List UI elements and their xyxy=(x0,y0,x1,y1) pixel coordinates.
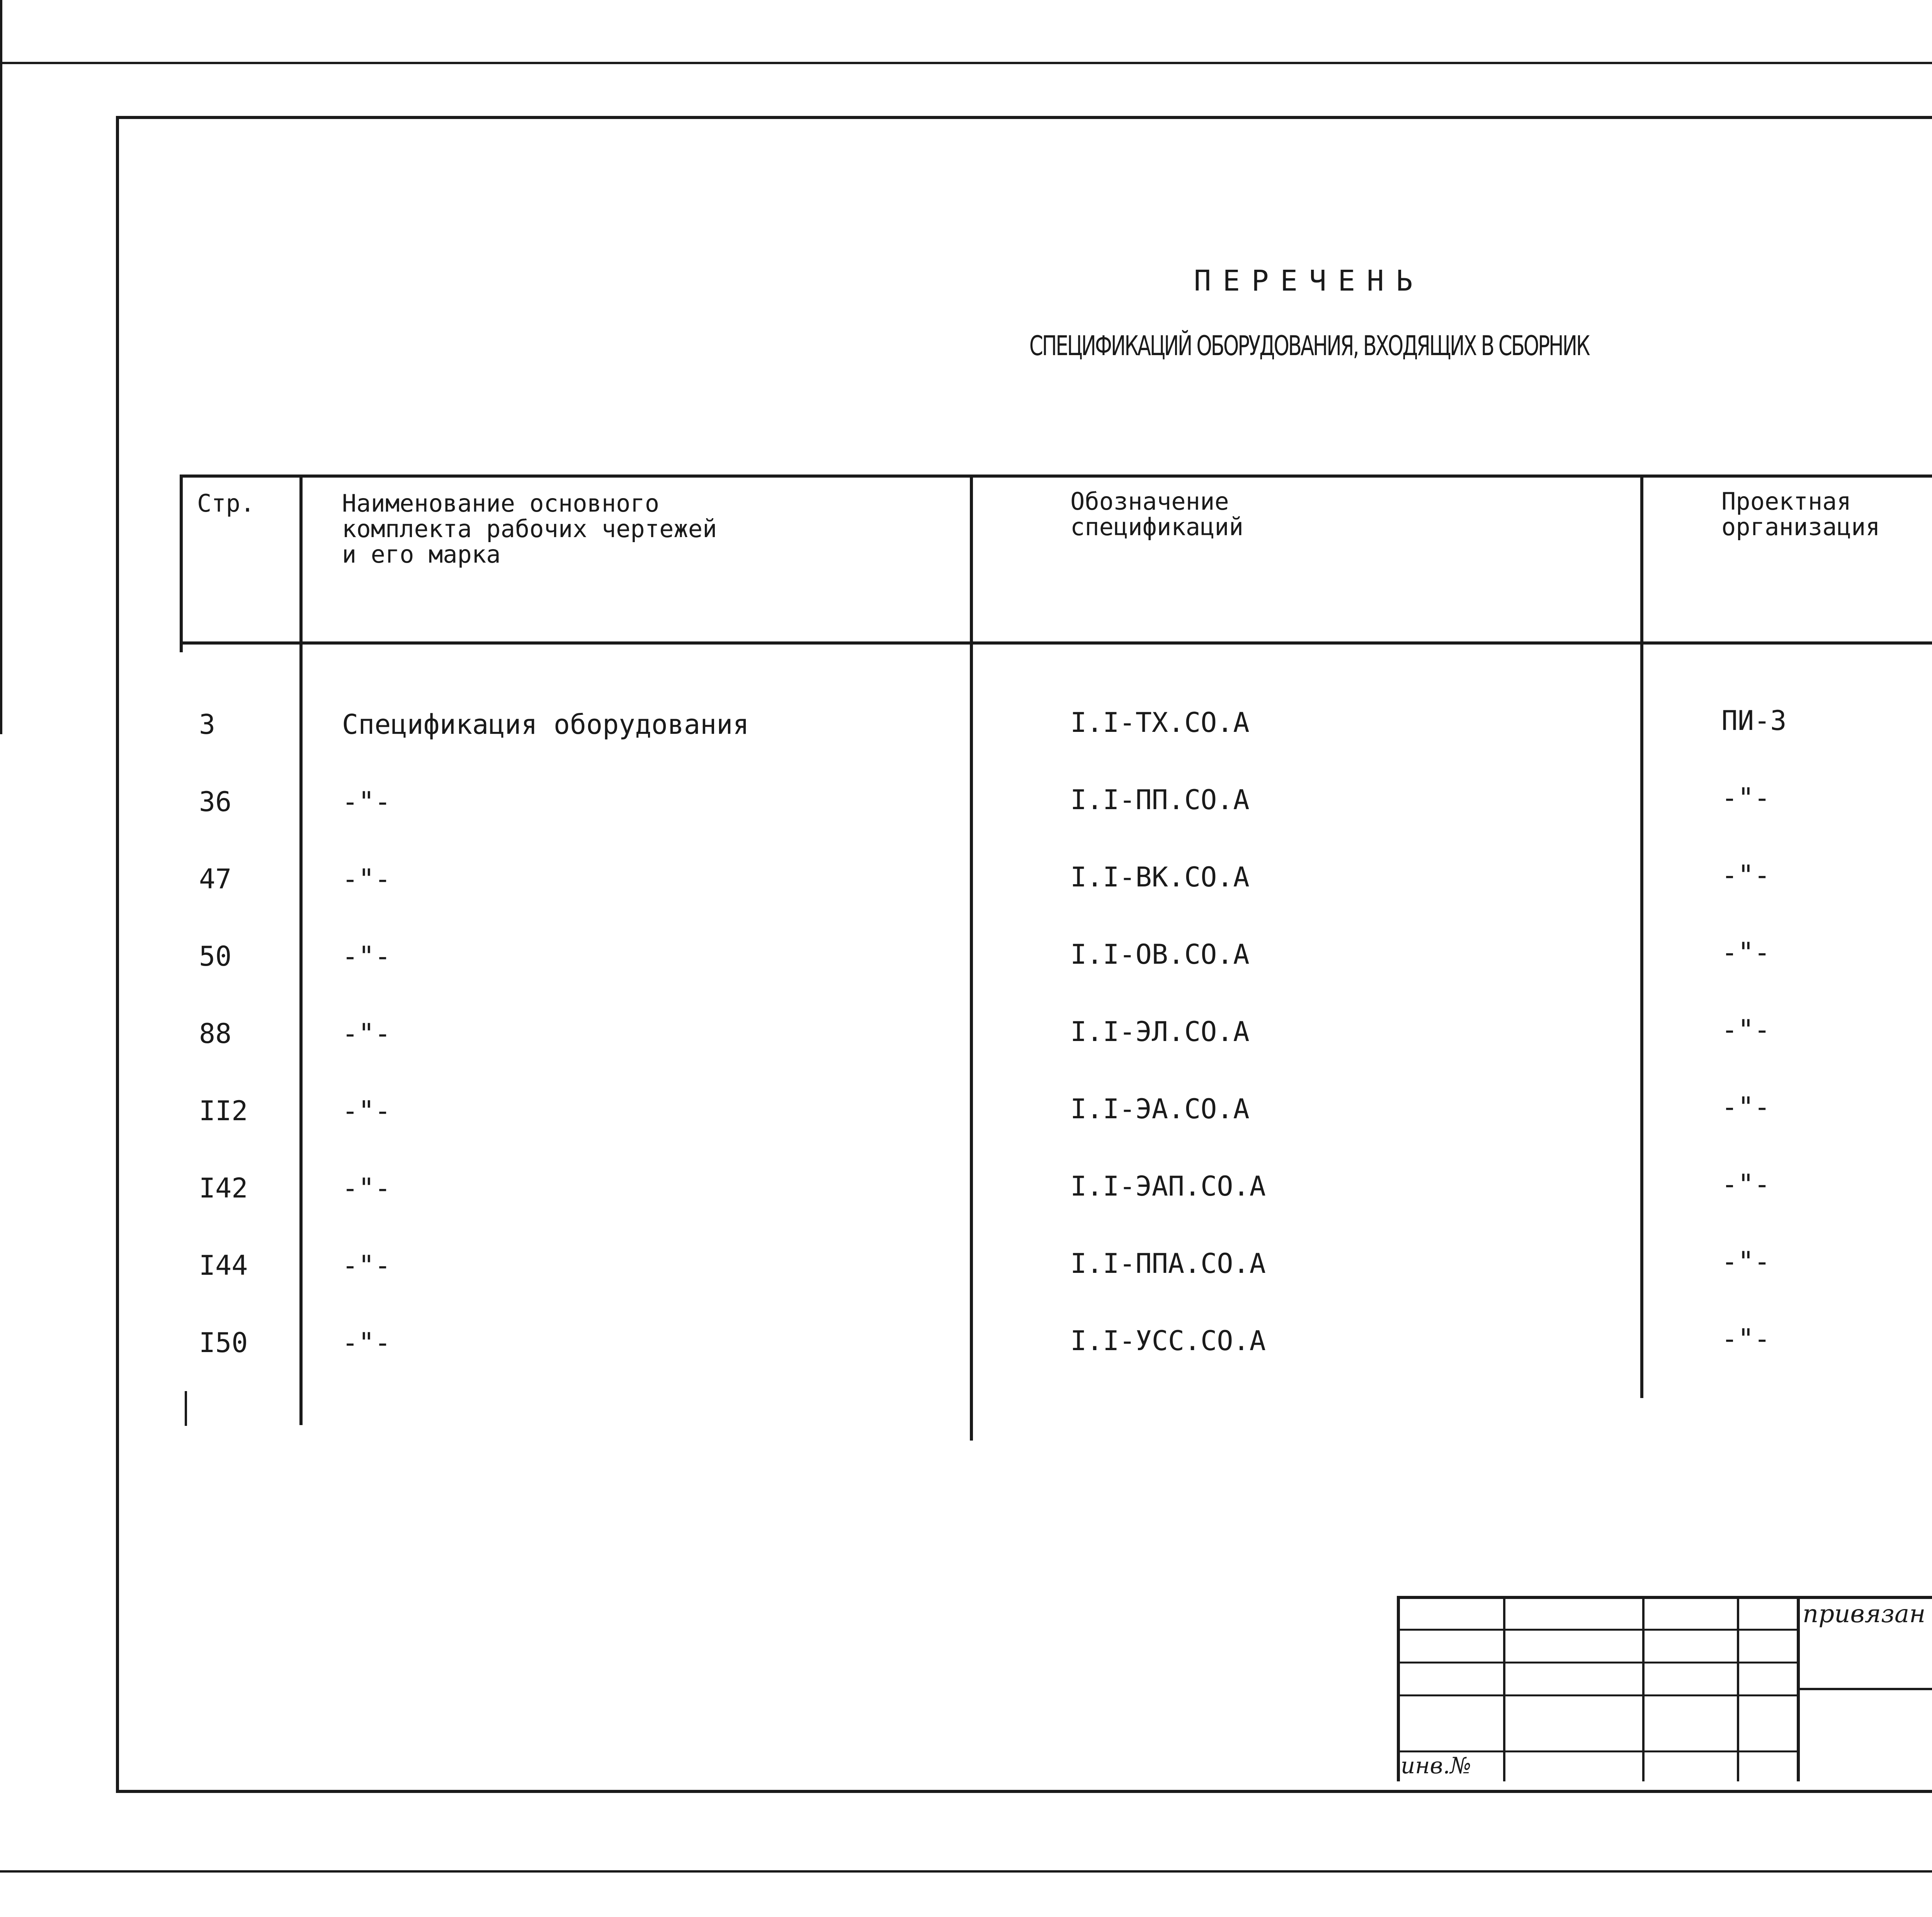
stamp-row-1 xyxy=(1397,1629,1799,1631)
cell-spec-code: I.I-ЭЛ.СО.А xyxy=(1070,1016,1250,1048)
page-title: ПЕРЕЧЕНЬ xyxy=(1194,264,1425,298)
column-divider-1 xyxy=(299,475,303,1425)
cell-spec-code: I.I-ЭА.СО.А xyxy=(1070,1093,1250,1125)
cell-organization: -"- xyxy=(1721,1014,1770,1046)
cell-spec-code: I.I-ОВ.СО.А xyxy=(1070,939,1250,970)
column-divider-3 xyxy=(1640,475,1643,1398)
page-subtitle: СПЕЦИФИКАЦИЙ ОБОРУДОВАНИЯ, ВХОДЯЩИХ В СБОРНИК xyxy=(1029,330,1589,362)
table-header-divider xyxy=(180,641,1932,645)
cell-set-name: -"- xyxy=(342,863,391,895)
cell-set-name: Спецификация оборудования xyxy=(342,709,749,740)
cell-spec-code: I.I-ПП.СО.А xyxy=(1070,784,1250,816)
cell-set-name: -"- xyxy=(342,1018,391,1050)
stamp-col-3 xyxy=(1737,1596,1739,1781)
cell-organization: ПИ-3 xyxy=(1721,705,1787,737)
stamp-right-divider xyxy=(1797,1688,1932,1690)
header-set-name: Наименование основного комплекта рабочих чертежей и его марка xyxy=(342,489,717,568)
cell-page: 47 xyxy=(199,863,232,895)
header-organization: Проектная организация xyxy=(1721,487,1880,541)
stamp-row-2 xyxy=(1397,1662,1799,1664)
table-left-border xyxy=(180,475,183,652)
sheet-edge-bottom xyxy=(0,1870,1932,1873)
cell-set-name: -"- xyxy=(342,786,391,818)
cell-set-name: -"- xyxy=(342,1327,391,1359)
cell-spec-code: I.I-ЭАП.СО.А xyxy=(1070,1170,1266,1202)
cell-set-name: -"- xyxy=(342,1172,391,1204)
sheet-edge-top xyxy=(0,62,1932,64)
cell-page: 50 xyxy=(199,941,232,972)
cell-organization: -"- xyxy=(1721,937,1770,968)
cell-spec-code: I.I-ППА.СО.А xyxy=(1070,1248,1266,1279)
cell-page: I50 xyxy=(199,1327,248,1359)
cell-page: 3 xyxy=(199,709,216,740)
cell-organization: -"- xyxy=(1721,1246,1770,1277)
column-divider-2 xyxy=(970,475,973,1441)
cell-spec-code: I.I-УСС.СО.А xyxy=(1070,1325,1266,1357)
cell-page: II2 xyxy=(199,1095,248,1127)
cell-page: I42 xyxy=(199,1172,248,1204)
cell-set-name: -"- xyxy=(342,1250,391,1281)
linked-label: привязан xyxy=(1803,1600,1926,1628)
header-spec-code: Обозначение спецификаций xyxy=(1070,487,1243,541)
cell-organization: -"- xyxy=(1721,1323,1770,1355)
cell-page: 36 xyxy=(199,786,232,818)
cell-page: 88 xyxy=(199,1018,232,1050)
table-top-border xyxy=(180,475,1932,478)
cell-organization: -"- xyxy=(1721,1091,1770,1123)
stamp-col-2 xyxy=(1642,1596,1645,1781)
cell-page: I44 xyxy=(199,1250,248,1281)
sheet-edge-left xyxy=(0,0,2,734)
cell-set-name: -"- xyxy=(342,1095,391,1127)
cell-spec-code: I.I-ТХ.СО.А xyxy=(1070,707,1250,738)
header-page: Стр. xyxy=(197,489,255,517)
page-col-stub xyxy=(185,1391,187,1426)
cell-set-name: -"- xyxy=(342,941,391,972)
cell-spec-code: I.I-ВК.СО.А xyxy=(1070,861,1250,893)
cell-organization: -"- xyxy=(1721,782,1770,814)
stamp-left-border xyxy=(1397,1596,1400,1781)
cell-organization: -"- xyxy=(1721,1169,1770,1200)
stamp-row-3 xyxy=(1397,1694,1799,1696)
stamp-col-1 xyxy=(1503,1596,1505,1781)
cell-organization: -"- xyxy=(1721,859,1770,891)
inventory-label: инв.№ xyxy=(1401,1752,1471,1779)
stamp-top-border xyxy=(1397,1596,1932,1599)
